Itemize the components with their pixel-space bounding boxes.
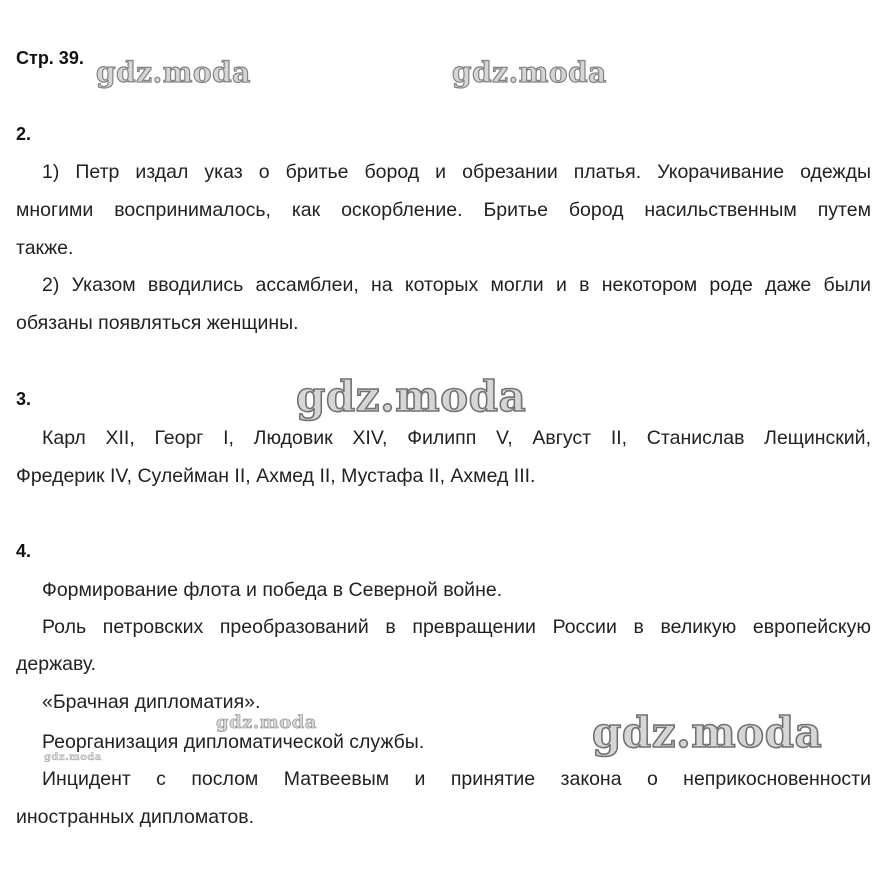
paragraph-line: 1) Петр издал указ о бритье бород и обрезании платья. Укорачивание одежды [42, 161, 871, 183]
paragraph-line: Роль петровских преобразований в превращении России в великую европейскую [42, 616, 871, 638]
paragraph-line: 2) Указом вводились ассамблеи, на которых могли и в некотором роде даже были [42, 274, 871, 296]
paragraph-line: Карл XII, Георг I, Людовик XIV, Филипп V, Август II, Станислав Лещинский, [42, 427, 871, 449]
paragraph-line: Реорганизация дипломатической службы. [42, 731, 425, 753]
paragraph-line: обязаны появляться женщины. [16, 312, 299, 334]
watermark-logo: gdz.moda [296, 372, 527, 421]
paragraph-line: «Брачная дипломатия». [42, 691, 261, 713]
paragraph-line: также. [16, 237, 74, 259]
paragraph-line: Формирование флота и победа в Северной войне. [42, 579, 503, 601]
section-number: 2. [16, 124, 32, 144]
paragraph-line: Фредерик IV, Сулейман II, Ахмед II, Мустафа II, Ахмед III. [16, 465, 536, 487]
paragraph-line: державу. [16, 653, 97, 675]
watermark-logo: gdz.moda [44, 752, 102, 763]
paragraph-line: Инцидент с послом Матвеевым и принятие закона о неприкосновенности [42, 768, 871, 790]
watermark-logo: gdz.moda [452, 56, 607, 89]
watermark-logo: gdz.moda [592, 708, 823, 757]
page-reference: Стр. 39. [16, 48, 84, 68]
paragraph-line: многими воспринималось, как оскорбление. Бритье бород насильственным путем [16, 199, 871, 221]
section-number: 4. [16, 541, 32, 561]
paragraph-line: иностранных дипломатов. [16, 806, 255, 828]
watermark-logo: gdz.moda [216, 712, 317, 733]
watermark-logo: gdz.moda [96, 56, 251, 89]
section-number: 3. [16, 389, 32, 409]
